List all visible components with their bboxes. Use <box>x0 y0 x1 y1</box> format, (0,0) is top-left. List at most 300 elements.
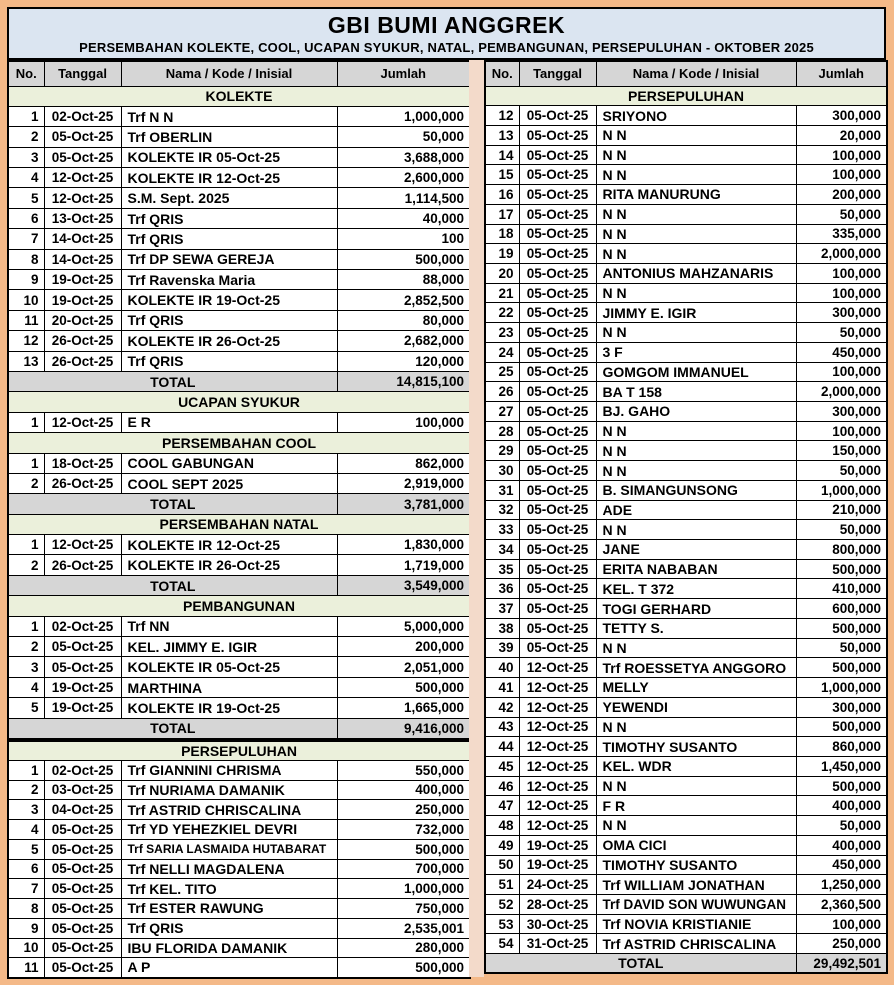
cell-tanggal: 05-Oct-25 <box>519 165 596 185</box>
table-row <box>8 168 470 188</box>
cell-nama: Trf OBERLIN <box>121 127 337 147</box>
cell-no: 10 <box>8 290 44 310</box>
cell-nama: TIMOTHY SUSANTO <box>596 855 796 875</box>
cell-jumlah: 300,000 <box>796 106 887 126</box>
cell-tanggal: 26-Oct-25 <box>44 555 121 575</box>
cell-no: 12 <box>8 331 44 351</box>
cell-tanggal: 05-Oct-25 <box>519 559 596 579</box>
total-row <box>8 718 470 738</box>
cell-nama: COOL SEPT 2025 <box>121 473 337 493</box>
cell-no: 30 <box>485 461 519 481</box>
cell-nama: TETTY S. <box>596 618 796 638</box>
cell-jumlah: 862,000 <box>337 453 470 473</box>
cell-tanggal: 02-Oct-25 <box>44 760 121 780</box>
cell-no: 9 <box>8 918 44 938</box>
cell-tanggal: 05-Oct-25 <box>44 657 121 677</box>
cell-jumlah: 250,000 <box>796 934 887 954</box>
table-row <box>485 244 887 264</box>
table-row <box>485 303 887 323</box>
cell-nama: KOLEKTE IR 19-Oct-25 <box>121 290 337 310</box>
cell-nama: S.M. Sept. 2025 <box>121 188 337 208</box>
table-row <box>8 879 470 899</box>
total-row <box>8 494 470 514</box>
report-header <box>7 7 886 60</box>
cell-no: 29 <box>485 441 519 461</box>
cell-tanggal: 05-Oct-25 <box>519 441 596 461</box>
cell-tanggal: 05-Oct-25 <box>44 918 121 938</box>
cell-tanggal: 05-Oct-25 <box>44 147 121 167</box>
column-header-cell-no: No. <box>485 61 519 86</box>
cell-tanggal: 05-Oct-25 <box>519 618 596 638</box>
cell-jumlah: 80,000 <box>337 310 470 330</box>
left-bottom-table <box>7 740 471 979</box>
cell-jumlah: 600,000 <box>796 599 887 619</box>
cell-no: 14 <box>485 145 519 165</box>
cell-tanggal: 05-Oct-25 <box>44 879 121 899</box>
section-title: PERSEPULUHAN <box>485 86 887 106</box>
table-row <box>8 331 470 351</box>
cell-nama: B. SIMANGUNSONG <box>596 480 796 500</box>
cell-no: 2 <box>8 780 44 800</box>
table-row <box>485 816 887 836</box>
total-value: 3,549,000 <box>337 575 470 595</box>
cell-no: 5 <box>8 698 44 718</box>
cell-nama: Trf QRIS <box>121 229 337 249</box>
table-row <box>485 165 887 185</box>
table-row <box>8 918 470 938</box>
table-row <box>485 362 887 382</box>
table-row <box>485 185 887 205</box>
table-row <box>485 461 887 481</box>
cell-jumlah: 2,919,000 <box>337 473 470 493</box>
table-row <box>8 412 470 432</box>
cell-jumlah: 2,682,000 <box>337 331 470 351</box>
cell-tanggal: 12-Oct-25 <box>519 796 596 816</box>
cell-nama: TIMOTHY SUSANTO <box>596 737 796 757</box>
cell-no: 41 <box>485 678 519 698</box>
cell-nama: KOLEKTE IR 05-Oct-25 <box>121 147 337 167</box>
cell-tanggal: 05-Oct-25 <box>519 362 596 382</box>
page-subtitle: PERSEMBAHAN KOLEKTE, COOL, UCAPAN SYUKUR, NATAL, PEMBANGUNAN, PERSEPULUHAN - OKTOBER 2025 <box>79 39 814 55</box>
table-row <box>485 678 887 698</box>
table-row <box>8 147 470 167</box>
cell-nama: GOMGOM IMMANUEL <box>596 362 796 382</box>
table-row <box>8 310 470 330</box>
cell-nama: N N <box>596 441 796 461</box>
cell-tanggal: 14-Oct-25 <box>44 229 121 249</box>
table-row <box>485 599 887 619</box>
table-row <box>485 638 887 658</box>
cell-nama: IBU FLORIDA DAMANIK <box>121 938 337 958</box>
cell-jumlah: 700,000 <box>337 859 470 879</box>
cell-jumlah: 50,000 <box>796 204 887 224</box>
cell-no: 2 <box>8 555 44 575</box>
table-row <box>485 480 887 500</box>
cell-nama: Trf DP SEWA GEREJA <box>121 249 337 269</box>
cell-no: 6 <box>8 859 44 879</box>
table-row <box>8 249 470 269</box>
table-row <box>485 263 887 283</box>
cell-no: 5 <box>8 839 44 859</box>
cell-nama: RITA MANURUNG <box>596 185 796 205</box>
column-header-row <box>8 61 470 86</box>
table-row <box>485 342 887 362</box>
cell-nama: BJ. GAHO <box>596 402 796 422</box>
cell-tanggal: 12-Oct-25 <box>519 658 596 678</box>
total-label: TOTAL <box>8 718 337 738</box>
section-header-row <box>8 86 470 106</box>
table-row <box>485 875 887 895</box>
table-row <box>8 188 470 208</box>
cell-no: 48 <box>485 816 519 836</box>
cell-jumlah: 100,000 <box>796 283 887 303</box>
table-row <box>8 535 470 555</box>
cell-nama: Trf YD YEHEZKIEL DEVRI <box>121 820 337 840</box>
cell-jumlah: 400,000 <box>796 796 887 816</box>
cell-nama: E R <box>121 412 337 432</box>
table-row <box>8 555 470 575</box>
cell-tanggal: 05-Oct-25 <box>519 303 596 323</box>
cell-no: 45 <box>485 756 519 776</box>
total-row <box>485 954 887 974</box>
section-title: UCAPAN SYUKUR <box>8 392 470 412</box>
cell-no: 23 <box>485 323 519 343</box>
cell-jumlah: 1,000,000 <box>337 879 470 899</box>
cell-jumlah: 100,000 <box>796 914 887 934</box>
table-row <box>8 270 470 290</box>
table-row <box>8 698 470 718</box>
table-row <box>8 473 470 493</box>
right-column <box>484 60 886 977</box>
total-label: TOTAL <box>8 371 337 391</box>
cell-no: 37 <box>485 599 519 619</box>
table-row <box>485 145 887 165</box>
cell-jumlah: 500,000 <box>337 958 470 978</box>
cell-no: 17 <box>485 204 519 224</box>
table-row <box>485 224 887 244</box>
cell-no: 42 <box>485 697 519 717</box>
cell-nama: JANE <box>596 540 796 560</box>
cell-nama: KOLEKTE IR 12-Oct-25 <box>121 535 337 555</box>
cell-jumlah: 100,000 <box>796 362 887 382</box>
cell-tanggal: 05-Oct-25 <box>44 859 121 879</box>
cell-tanggal: 19-Oct-25 <box>44 270 121 290</box>
cell-jumlah: 500,000 <box>337 249 470 269</box>
cell-no: 19 <box>485 244 519 264</box>
table-row <box>8 938 470 958</box>
section-title: PEMBANGUNAN <box>8 596 470 616</box>
cell-jumlah: 2,600,000 <box>337 168 470 188</box>
table-row <box>485 697 887 717</box>
cell-jumlah: 410,000 <box>796 579 887 599</box>
table-row <box>8 351 470 371</box>
cell-no: 4 <box>8 168 44 188</box>
section-header-row <box>8 596 470 616</box>
table-row <box>485 618 887 638</box>
cell-nama: N N <box>596 224 796 244</box>
cell-jumlah: 2,051,000 <box>337 657 470 677</box>
cell-tanggal: 19-Oct-25 <box>519 835 596 855</box>
table-row <box>485 421 887 441</box>
section-title: KOLEKTE <box>8 86 470 106</box>
section-header-row <box>8 514 470 534</box>
cell-tanggal: 12-Oct-25 <box>519 697 596 717</box>
cell-jumlah: 2,852,500 <box>337 290 470 310</box>
cell-tanggal: 26-Oct-25 <box>44 351 121 371</box>
cell-no: 13 <box>485 125 519 145</box>
table-row <box>485 540 887 560</box>
cell-no: 3 <box>8 657 44 677</box>
cell-tanggal: 19-Oct-25 <box>44 290 121 310</box>
cell-jumlah: 100,000 <box>337 412 470 432</box>
cell-nama: Trf KEL. TITO <box>121 879 337 899</box>
cell-nama: Trf N N <box>121 106 337 126</box>
cell-no: 1 <box>8 453 44 473</box>
cell-no: 20 <box>485 263 519 283</box>
cell-tanggal: 14-Oct-25 <box>44 249 121 269</box>
left-column <box>7 60 469 977</box>
cell-tanggal: 12-Oct-25 <box>519 737 596 757</box>
cell-no: 22 <box>485 303 519 323</box>
cell-no: 52 <box>485 894 519 914</box>
tables-area <box>7 60 886 977</box>
total-value: 14,815,100 <box>337 371 470 391</box>
table-row <box>485 717 887 737</box>
cell-nama: KOLEKTE IR 12-Oct-25 <box>121 168 337 188</box>
cell-tanggal: 05-Oct-25 <box>519 263 596 283</box>
cell-nama: N N <box>596 145 796 165</box>
cell-nama: KOLEKTE IR 26-Oct-25 <box>121 555 337 575</box>
cell-nama: N N <box>596 244 796 264</box>
cell-tanggal: 31-Oct-25 <box>519 934 596 954</box>
cell-tanggal: 05-Oct-25 <box>519 323 596 343</box>
cell-tanggal: 05-Oct-25 <box>519 540 596 560</box>
cell-tanggal: 05-Oct-25 <box>519 342 596 362</box>
section-title: PERSEPULUHAN <box>8 741 470 761</box>
cell-jumlah: 200,000 <box>796 185 887 205</box>
cell-tanggal: 05-Oct-25 <box>519 145 596 165</box>
cell-nama: ADE <box>596 500 796 520</box>
cell-tanggal: 05-Oct-25 <box>519 283 596 303</box>
cell-no: 10 <box>8 938 44 958</box>
table-row <box>485 382 887 402</box>
cell-tanggal: 05-Oct-25 <box>44 637 121 657</box>
cell-tanggal: 19-Oct-25 <box>44 698 121 718</box>
cell-jumlah: 50,000 <box>796 461 887 481</box>
cell-no: 26 <box>485 382 519 402</box>
cell-tanggal: 30-Oct-25 <box>519 914 596 934</box>
cell-jumlah: 400,000 <box>796 835 887 855</box>
cell-jumlah: 200,000 <box>337 637 470 657</box>
cell-jumlah: 1,450,000 <box>796 756 887 776</box>
cell-no: 38 <box>485 618 519 638</box>
cell-jumlah: 1,114,500 <box>337 188 470 208</box>
cell-no: 31 <box>485 480 519 500</box>
cell-tanggal: 05-Oct-25 <box>44 839 121 859</box>
cell-tanggal: 02-Oct-25 <box>44 616 121 636</box>
cell-tanggal: 05-Oct-25 <box>519 106 596 126</box>
cell-no: 28 <box>485 421 519 441</box>
cell-tanggal: 12-Oct-25 <box>519 756 596 776</box>
cell-nama: JIMMY E. IGIR <box>596 303 796 323</box>
table-row <box>485 855 887 875</box>
cell-tanggal: 20-Oct-25 <box>44 310 121 330</box>
cell-no: 40 <box>485 658 519 678</box>
cell-jumlah: 50,000 <box>796 816 887 836</box>
cell-no: 39 <box>485 638 519 658</box>
cell-nama: Trf ESTER RAWUNG <box>121 899 337 919</box>
cell-no: 50 <box>485 855 519 875</box>
cell-tanggal: 02-Oct-25 <box>44 106 121 126</box>
column-divider <box>469 60 484 977</box>
cell-no: 2 <box>8 127 44 147</box>
table-row <box>485 934 887 954</box>
cell-jumlah: 800,000 <box>796 540 887 560</box>
cell-nama: F R <box>596 796 796 816</box>
cell-no: 2 <box>8 473 44 493</box>
cell-no: 7 <box>8 229 44 249</box>
cell-nama: Trf QRIS <box>121 310 337 330</box>
cell-nama: Trf DAVID SON WUWUNGAN <box>596 894 796 914</box>
cell-jumlah: 3,688,000 <box>337 147 470 167</box>
cell-jumlah: 450,000 <box>796 342 887 362</box>
cell-jumlah: 280,000 <box>337 938 470 958</box>
table-row <box>485 500 887 520</box>
cell-nama: N N <box>596 283 796 303</box>
cell-tanggal: 05-Oct-25 <box>44 899 121 919</box>
cell-jumlah: 100 <box>337 229 470 249</box>
cell-tanggal: 05-Oct-25 <box>519 500 596 520</box>
cell-nama: Trf QRIS <box>121 918 337 938</box>
section-title: PERSEMBAHAN COOL <box>8 433 470 453</box>
cell-nama: Trf Ravenska Maria <box>121 270 337 290</box>
total-value: 9,416,000 <box>337 718 470 738</box>
cell-tanggal: 26-Oct-25 <box>44 331 121 351</box>
cell-jumlah: 2,535,001 <box>337 918 470 938</box>
column-header-cell-nama: Nama / Kode / Inisial <box>121 61 337 86</box>
cell-jumlah: 1,250,000 <box>796 875 887 895</box>
total-label: TOTAL <box>8 575 337 595</box>
cell-jumlah: 150,000 <box>796 441 887 461</box>
cell-tanggal: 12-Oct-25 <box>519 678 596 698</box>
cell-jumlah: 2,000,000 <box>796 244 887 264</box>
cell-no: 51 <box>485 875 519 895</box>
cell-nama: Trf SARIA LASMAIDA HUTABARAT <box>121 839 337 859</box>
cell-nama: SRIYONO <box>596 106 796 126</box>
cell-no: 1 <box>8 412 44 432</box>
cell-tanggal: 05-Oct-25 <box>519 421 596 441</box>
cell-nama: KEL. WDR <box>596 756 796 776</box>
cell-no: 49 <box>485 835 519 855</box>
cell-jumlah: 500,000 <box>337 677 470 697</box>
table-row <box>485 559 887 579</box>
cell-nama: KOLEKTE IR 05-Oct-25 <box>121 657 337 677</box>
cell-no: 44 <box>485 737 519 757</box>
cell-jumlah: 120,000 <box>337 351 470 371</box>
table-row <box>8 958 470 978</box>
cell-nama: Trf ROESSETYA ANGGORO <box>596 658 796 678</box>
table-row <box>485 106 887 126</box>
cell-no: 46 <box>485 776 519 796</box>
cell-no: 18 <box>485 224 519 244</box>
cell-no: 35 <box>485 559 519 579</box>
cell-tanggal: 05-Oct-25 <box>44 820 121 840</box>
cell-jumlah: 550,000 <box>337 760 470 780</box>
cell-no: 1 <box>8 760 44 780</box>
cell-nama: KOLEKTE IR 26-Oct-25 <box>121 331 337 351</box>
cell-nama: Trf GIANNINI CHRISMA <box>121 760 337 780</box>
cell-tanggal: 05-Oct-25 <box>519 204 596 224</box>
cell-tanggal: 13-Oct-25 <box>44 208 121 228</box>
cell-no: 21 <box>485 283 519 303</box>
cell-nama: N N <box>596 204 796 224</box>
table-row <box>8 106 470 126</box>
cell-no: 3 <box>8 800 44 820</box>
cell-nama: ANTONIUS MAHZANARIS <box>596 263 796 283</box>
column-header-cell-tanggal: Tanggal <box>519 61 596 86</box>
cell-tanggal: 12-Oct-25 <box>519 816 596 836</box>
cell-jumlah: 1,719,000 <box>337 555 470 575</box>
cell-jumlah: 5,000,000 <box>337 616 470 636</box>
cell-jumlah: 1,000,000 <box>337 106 470 126</box>
cell-no: 25 <box>485 362 519 382</box>
cell-nama: COOL GABUNGAN <box>121 453 337 473</box>
cell-no: 8 <box>8 899 44 919</box>
table-row <box>485 441 887 461</box>
cell-no: 1 <box>8 616 44 636</box>
table-row <box>8 229 470 249</box>
cell-jumlah: 500,000 <box>796 658 887 678</box>
cell-jumlah: 1,830,000 <box>337 535 470 555</box>
column-header-cell-tanggal: Tanggal <box>44 61 121 86</box>
table-row <box>485 283 887 303</box>
cell-no: 16 <box>485 185 519 205</box>
section-header-row <box>8 392 470 412</box>
cell-jumlah: 300,000 <box>796 402 887 422</box>
cell-jumlah: 40,000 <box>337 208 470 228</box>
section-title: PERSEMBAHAN NATAL <box>8 514 470 534</box>
cell-tanggal: 05-Oct-25 <box>519 480 596 500</box>
cell-jumlah: 500,000 <box>796 776 887 796</box>
cell-no: 3 <box>8 147 44 167</box>
cell-nama: Trf QRIS <box>121 351 337 371</box>
cell-jumlah: 1,000,000 <box>796 678 887 698</box>
section-header-row <box>8 741 470 761</box>
cell-nama: N N <box>596 638 796 658</box>
table-row <box>485 796 887 816</box>
table-row <box>485 204 887 224</box>
cell-no: 11 <box>8 958 44 978</box>
cell-tanggal: 19-Oct-25 <box>44 677 121 697</box>
cell-tanggal: 05-Oct-25 <box>44 958 121 978</box>
cell-jumlah: 100,000 <box>796 165 887 185</box>
cell-no: 5 <box>8 188 44 208</box>
cell-tanggal: 05-Oct-25 <box>44 127 121 147</box>
cell-nama: Trf ASTRID CHRISCALINA <box>596 934 796 954</box>
cell-jumlah: 100,000 <box>796 263 887 283</box>
cell-tanggal: 24-Oct-25 <box>519 875 596 895</box>
cell-nama: YEWENDI <box>596 697 796 717</box>
cell-tanggal: 05-Oct-25 <box>519 244 596 264</box>
cell-no: 33 <box>485 520 519 540</box>
cell-tanggal: 05-Oct-25 <box>519 224 596 244</box>
cell-tanggal: 28-Oct-25 <box>519 894 596 914</box>
cell-jumlah: 50,000 <box>337 127 470 147</box>
cell-nama: N N <box>596 125 796 145</box>
cell-nama: TOGI GERHARD <box>596 599 796 619</box>
cell-jumlah: 335,000 <box>796 224 887 244</box>
cell-no: 43 <box>485 717 519 737</box>
